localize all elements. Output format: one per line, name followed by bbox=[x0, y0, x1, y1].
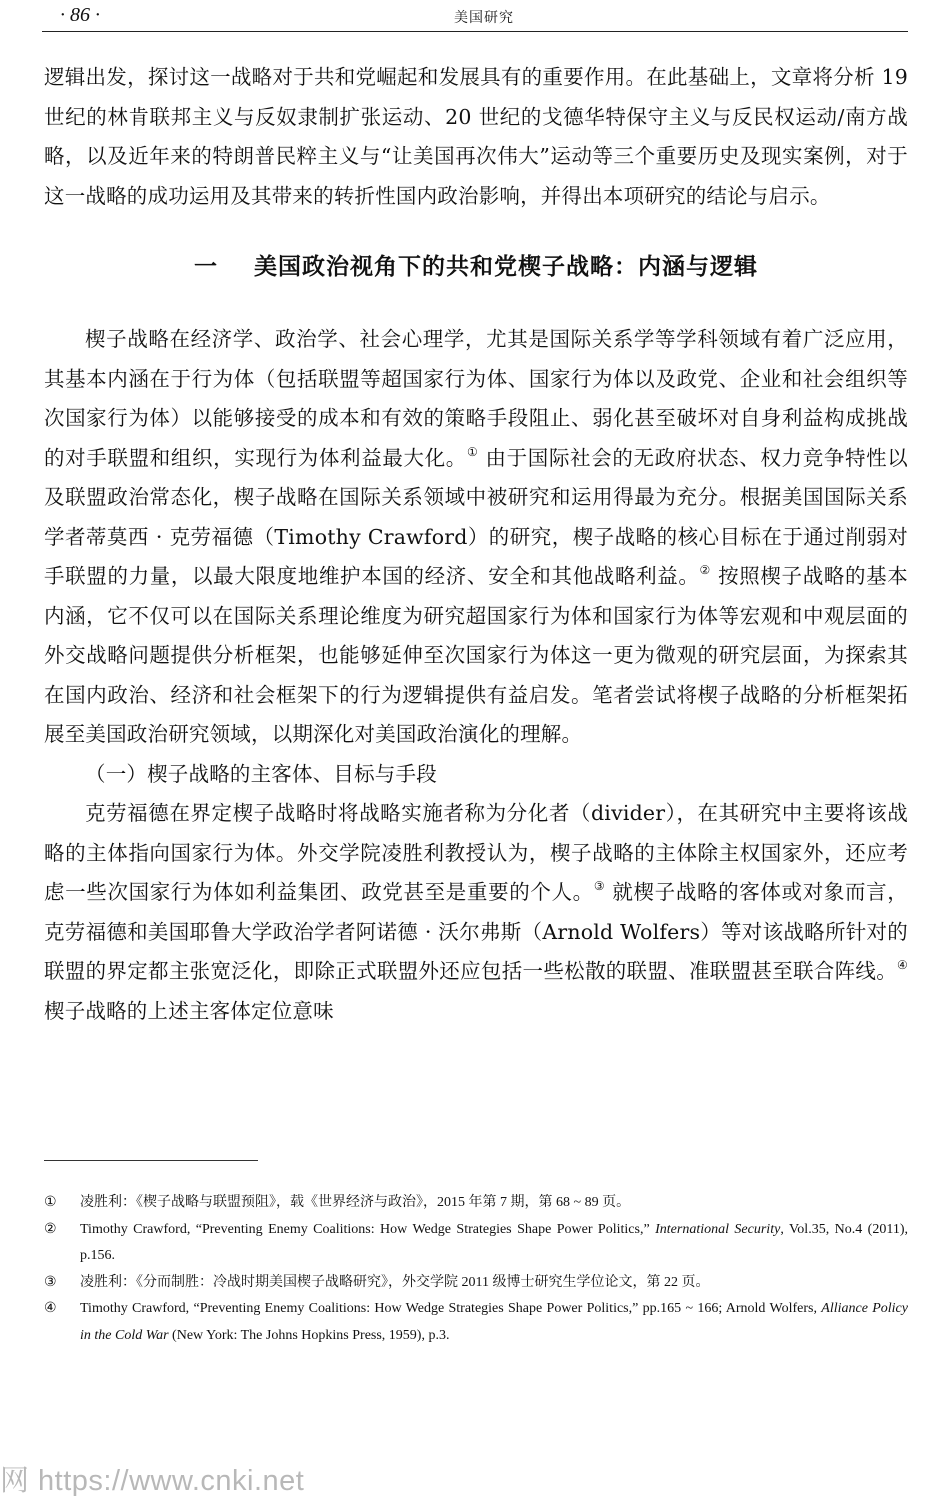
paragraph-text: 楔子战略的上述主客体定位意味 bbox=[44, 998, 334, 1023]
footnote-ref-3[interactable]: ③ bbox=[593, 879, 606, 893]
paragraph-text: 克劳福德在界定楔子战略时将战略实施者称为分化者（divider），在其研究中主要将该战略的主体指向国家行为体。外交学院凌胜利教授认为，楔子战略的主体除主权国家外，还应考虑一些次国家行为体如利益集团、政党甚至是重要的个人。 bbox=[44, 801, 908, 904]
section-title: 美国政治视角下的共和党楔子战略：内涵与逻辑 bbox=[254, 253, 758, 280]
section-heading bbox=[44, 250, 908, 284]
footnote-mark: ④ bbox=[44, 1301, 57, 1316]
paragraph-text: 楔子战略在经济学、政治学、社会心理学，尤其是国际关系学等学科领域有着广泛应用，其基本内涵在于行为体（包括联盟等超国家行为体、国家行为体以及政党、企业和社会组织等次国家行为体）以能够接受的成本和有效的策略手段阻止、弱化甚至破坏对自身利益构成挑战的对手联盟和组织，实现行为体利益最大化。 bbox=[44, 327, 908, 470]
paragraph-wedge-strategy bbox=[44, 320, 908, 755]
paragraph-text: 就楔子战略的客体或对象而言，克劳福德和美国耶鲁大学政治学者阿诺德 · 沃尔弗斯（Arnold Wolfers）等对该战略所针对的联盟的界定都主张宽泛化，即除正式联盟外还应包括一些松散的联盟、准联盟甚至联合阵线。 bbox=[44, 880, 908, 983]
footnote-mark: ① bbox=[44, 1195, 57, 1210]
footnote-text: Timothy Crawford, “Preventing Enemy Coalitions: How Wedge Strategies Shape Power Politics,” bbox=[80, 1221, 656, 1237]
cnki-watermark: 网 https://www.cnki.net bbox=[0, 1465, 305, 1497]
paragraph-text: 由于国际社会的无政府状态、权力竞争特性以及联盟政治常态化，楔子战略在国际关系领域中被研究和运用得最为充分。根据美国国际关系学者蒂莫西 · 克劳福德（Timothy Crawford）的研究，楔子战略的核心目标在于通过削弱对手联盟的力量，以最大限度地维护本国的经济、安全和其他战略利益。 bbox=[44, 445, 908, 588]
subsection-title: （一）楔子战略的主客体、目标与手段 bbox=[85, 761, 437, 786]
footnote-1 bbox=[44, 1190, 908, 1217]
footnote-2 bbox=[44, 1217, 908, 1270]
page-header bbox=[60, 4, 908, 32]
footnote-3 bbox=[44, 1270, 908, 1297]
footnote-text: 凌胜利：《分而制胜：冷战时期美国楔子战略研究》，外交学院 2011 级博士研究生学位论文，第 22 页。 bbox=[80, 1274, 710, 1290]
page-number: · 86 · bbox=[60, 4, 100, 26]
footnote-rule bbox=[44, 1160, 258, 1161]
footnote-book-title: Alliance Policy in the Cold War bbox=[80, 1301, 908, 1343]
footnotes bbox=[44, 1190, 908, 1349]
footnote-text: 凌胜利：《楔子战略与联盟预阻》，载《世界经济与政治》，2015 年第 7 期，第 68 ~ 89 页。 bbox=[80, 1195, 631, 1210]
footnote-ref-4[interactable]: ④ bbox=[897, 958, 908, 972]
footnote-text: Timothy Crawford, “Preventing Enemy Coalitions: How Wedge Strategies Shape Power Politics,” pp.165 ~ 166; Arnold Wolfers, bbox=[80, 1301, 822, 1316]
footnote-ref-1[interactable]: ① bbox=[466, 444, 479, 459]
footnote-journal-title: International Security bbox=[655, 1221, 781, 1237]
paragraph-subject-object bbox=[44, 794, 908, 1031]
footnote-text: , Vol.35, No.4 (2011), p.156. bbox=[80, 1221, 908, 1263]
footnote-mark: ③ bbox=[44, 1274, 57, 1290]
intro-paragraph: 逻辑出发，探讨这一战略对于共和党崛起和发展具有的重要作用。在此基础上，文章将分析 19 世纪的林肯联邦主义与反奴隶制扩张运动、20 世纪的戈德华特保守主义与反民权运动/南方战略，以及近年来的特朗普民粹主义与“让美国再次伟大”运动等三个重要历史及现实案例，对于这一战略的成功运用及其带来的转折性国内政治影响，并得出本项研究的结论与启示。 bbox=[44, 65, 908, 208]
main-text bbox=[44, 58, 908, 1031]
header-rule bbox=[42, 31, 908, 32]
footnote-text: (New York: The Johns Hopkins Press, 1959), p.3. bbox=[168, 1327, 450, 1343]
footnote-4 bbox=[44, 1296, 908, 1349]
journal-title: 美国研究 bbox=[454, 10, 514, 26]
footnote-mark: ② bbox=[44, 1221, 57, 1237]
paragraph-text: 按照楔子战略的基本内涵，它不仅可以在国际关系理论维度为研究超国家行为体和国家行为体等宏观和中观层面的外交战略问题提供分析框架，也能够延伸至次国家行为体这一更为微观的研究层面，为探索其在国内政治、经济和社会框架下的行为逻辑提供有益启发。笔者尝试将楔子战略的分析框架拓展至美国政治研究领域，以期深化对美国政治演化的理解。 bbox=[44, 564, 908, 746]
footnote-ref-2[interactable]: ② bbox=[699, 563, 711, 577]
section-number: 一 bbox=[194, 253, 218, 280]
